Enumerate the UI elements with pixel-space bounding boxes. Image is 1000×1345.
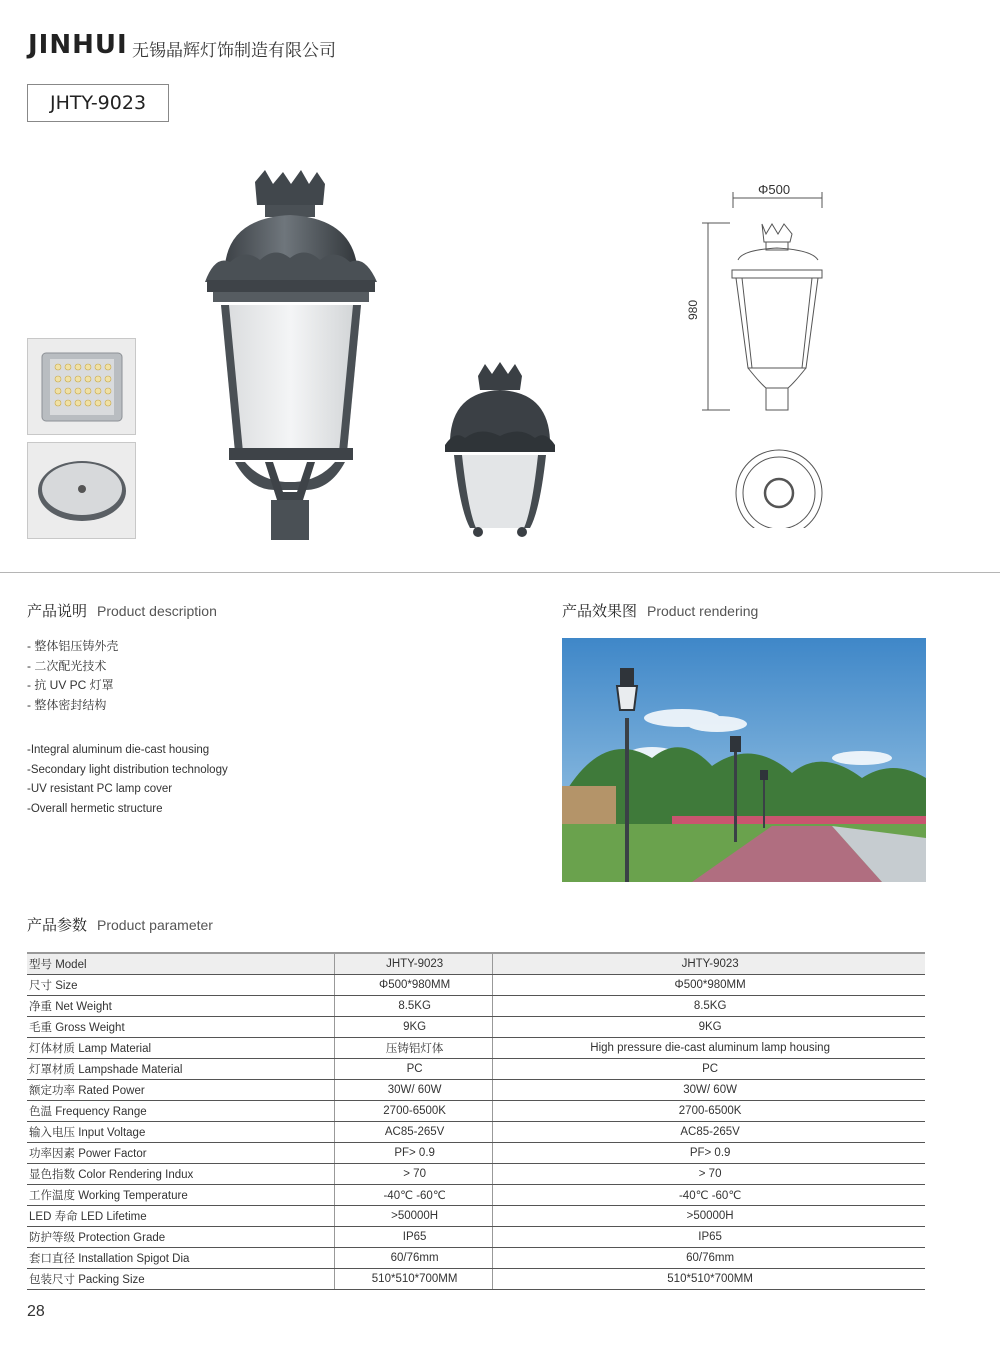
page-number: 28	[27, 1303, 45, 1320]
parameter-label: 净重 Net Weight	[27, 996, 335, 1017]
height-label: 980	[686, 299, 700, 320]
parameter-value-1: JHTY-9023	[335, 953, 493, 975]
parameter-label: 型号 Model	[27, 953, 335, 975]
table-row	[27, 1143, 925, 1164]
parameter-label: 尺寸 Size	[27, 975, 335, 996]
parameter-title-en: Product parameter	[97, 917, 213, 933]
table-row	[27, 1122, 925, 1143]
parameter-value-1: PC	[335, 1059, 493, 1080]
parameter-value-1: >50000H	[335, 1206, 493, 1227]
led-module-thumbnail	[27, 338, 136, 435]
parameter-title	[27, 914, 213, 935]
table-row	[27, 975, 925, 996]
parameter-value-1: IP65	[335, 1227, 493, 1248]
description-item: - 整体密封结构	[27, 698, 107, 713]
table-row	[27, 1248, 925, 1269]
table-row	[27, 1269, 925, 1290]
rendering-title-en: Product rendering	[647, 603, 759, 619]
lamp-main-photo	[195, 170, 385, 540]
parameter-value-1: 510*510*700MM	[335, 1269, 493, 1290]
parameter-label: 灯体材质 Lamp Material	[27, 1038, 335, 1059]
lamp-small-photo	[440, 360, 560, 540]
parameter-value-1: Φ500*980MM	[335, 975, 493, 996]
parameter-table	[27, 952, 925, 1290]
product-rendering-photo	[562, 638, 926, 882]
table-row	[27, 1185, 925, 1206]
parameter-value-1: 9KG	[335, 1017, 493, 1038]
company-name: 无锡晶辉灯饰制造有限公司	[132, 41, 336, 60]
model-code: JHTY-9023	[49, 92, 147, 114]
parameter-label: 毛重 Gross Weight	[27, 1017, 335, 1038]
parameter-label: 防护等级 Protection Grade	[27, 1227, 335, 1248]
description-item: - 抗 UV PC 灯罩	[27, 678, 114, 693]
parameter-title-cn: 产品参数	[27, 917, 88, 934]
parameter-value-2: JHTY-9023	[493, 953, 925, 975]
description-list-cn	[27, 637, 118, 716]
table-row	[27, 1206, 925, 1227]
parameter-value-1: 60/76mm	[335, 1248, 493, 1269]
parameter-label: 额定功率 Rated Power	[27, 1080, 335, 1101]
technical-drawing	[680, 178, 840, 528]
table-row	[27, 1101, 925, 1122]
parameter-value-2: 60/76mm	[493, 1248, 925, 1269]
description-item: - 整体铝压铸外壳	[27, 639, 119, 653]
table-row	[27, 953, 925, 975]
description-title	[27, 600, 217, 621]
parameter-value-2: PC	[493, 1059, 925, 1080]
parameter-value-1: > 70	[335, 1164, 493, 1185]
parameter-value-2: 30W/ 60W	[493, 1080, 925, 1101]
table-row	[27, 1227, 925, 1248]
table-row	[27, 996, 925, 1017]
lamp-base-image	[28, 443, 135, 538]
parameter-label: 输入电压 Input Voltage	[27, 1122, 335, 1143]
parameter-value-1: 压铸铝灯体	[335, 1038, 493, 1059]
parameter-value-1: AC85-265V	[335, 1122, 493, 1143]
description-item: -Secondary light distribution technology	[27, 763, 228, 776]
parameter-label: 功率因素 Power Factor	[27, 1143, 335, 1164]
parameter-value-2: IP65	[493, 1227, 925, 1248]
parameter-value-2: PF> 0.9	[493, 1143, 925, 1164]
parameter-value-2: 2700-6500K	[493, 1101, 925, 1122]
parameter-value-2: 8.5KG	[493, 996, 925, 1017]
table-row	[27, 1017, 925, 1038]
section-divider	[0, 572, 1000, 573]
led-module-image	[28, 339, 135, 434]
parameter-label: 套口直径 Installation Spigot Dia	[27, 1248, 335, 1269]
table-row	[27, 1038, 925, 1059]
parameter-value-2: Φ500*980MM	[493, 975, 925, 996]
parameter-value-1: 2700-6500K	[335, 1101, 493, 1122]
parameter-value-2: -40℃ -60℃	[493, 1185, 925, 1206]
brand-logo: JINHUI	[28, 30, 128, 60]
description-list-en	[27, 741, 228, 820]
description-item: -Overall hermetic structure	[27, 803, 163, 816]
table-row	[27, 1059, 925, 1080]
parameter-label: 包装尺寸 Packing Size	[27, 1269, 335, 1290]
rendering-title	[562, 600, 758, 621]
description-item: -Integral aluminum die-cast housing	[27, 744, 210, 756]
lamp-base-thumbnail	[27, 442, 136, 539]
table-row	[27, 1080, 925, 1101]
diameter-label: Φ500	[758, 182, 791, 197]
parameter-value-2: > 70	[493, 1164, 925, 1185]
parameter-label: 灯罩材质 Lampshade Material	[27, 1059, 335, 1080]
parameter-label: 显色指数 Color Rendering Indux	[27, 1164, 335, 1185]
description-title-cn: 产品说明	[27, 603, 88, 620]
parameter-value-2: 9KG	[493, 1017, 925, 1038]
parameter-value-1: -40℃ -60℃	[335, 1185, 493, 1206]
parameter-value-2: High pressure die-cast aluminum lamp housing	[493, 1038, 925, 1059]
table-row	[27, 1164, 925, 1185]
parameter-value-2: 510*510*700MM	[493, 1269, 925, 1290]
description-title-en: Product description	[97, 603, 217, 619]
parameter-value-1: 8.5KG	[335, 996, 493, 1017]
parameter-label: LED 寿命 LED Lifetime	[27, 1206, 335, 1227]
parameter-label: 色温 Frequency Range	[27, 1101, 335, 1122]
description-item: - 二次配光技术	[27, 658, 107, 673]
description-item: -UV resistant PC lamp cover	[27, 783, 173, 796]
parameter-value-1: 30W/ 60W	[335, 1080, 493, 1101]
rendering-title-cn: 产品效果图	[562, 603, 638, 620]
parameter-value-2: AC85-265V	[493, 1122, 925, 1143]
parameter-label: 工作温度 Working Temperature	[27, 1185, 335, 1206]
model-code-box	[27, 84, 169, 122]
parameter-value-2: >50000H	[493, 1206, 925, 1227]
parameter-value-1: PF> 0.9	[335, 1143, 493, 1164]
